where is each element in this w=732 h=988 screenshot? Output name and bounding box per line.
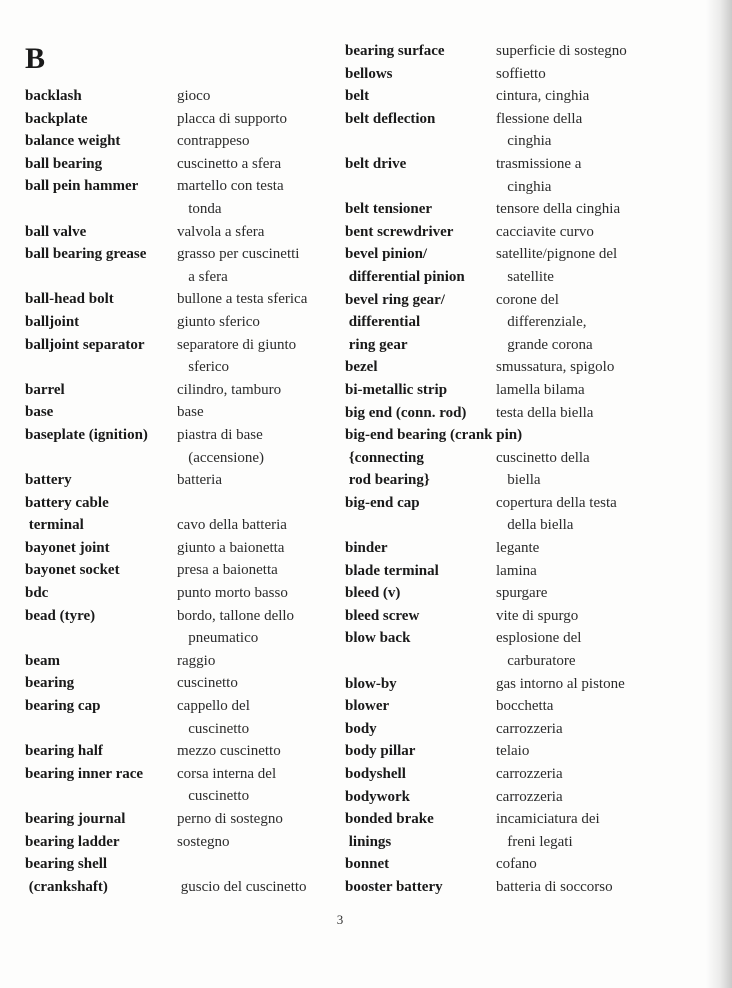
entry-term: binder (345, 540, 388, 557)
entry-translation: carrozzeria (496, 720, 563, 737)
dictionary-entry (25, 672, 330, 695)
entry-translation: cintura, cinghia (496, 88, 590, 105)
entry-translation: cuscinetto a sfera (177, 155, 282, 172)
entry-translation: incamiciatura dei (496, 811, 600, 828)
entry-translation: a sfera (177, 268, 228, 285)
entry-term: bodyshell (345, 766, 406, 782)
entry-translation: cuscinetto (177, 720, 250, 737)
dictionary-entry (25, 356, 330, 379)
entry-term: ball-head bolt (25, 291, 114, 308)
dictionary-entry (25, 718, 330, 741)
entry-translation: punto morto basso (177, 585, 288, 602)
dictionary-entry (25, 130, 330, 153)
entry-term: barrel (25, 381, 65, 398)
dictionary-entry (345, 853, 665, 876)
entry-translation: cinghia (496, 178, 552, 195)
entry-translation: copertura della testa (496, 494, 617, 511)
entry-term (25, 356, 177, 379)
entry-term: bonnet (345, 856, 390, 873)
dictionary-entry (25, 469, 330, 492)
entry-translation: tonda (177, 200, 222, 217)
dictionary-entry (25, 311, 330, 334)
dictionary-entry (25, 582, 330, 605)
entry-translation: cuscinetto della (496, 449, 590, 466)
entry-translation: lamella bilama (496, 381, 585, 398)
dictionary-entry (345, 40, 665, 63)
dictionary-entry (345, 537, 665, 560)
entry-term: ball pein hammer (25, 178, 139, 195)
entry-translation: mezzo cuscinetto (177, 743, 281, 760)
entry-term: belt drive (345, 155, 407, 172)
entry-term: bayonet joint (25, 539, 110, 556)
entry-term: belt (345, 88, 370, 105)
entry-translation: guscio del cuscinetto (177, 878, 307, 895)
entry-term: {connecting (345, 449, 424, 466)
dictionary-entry (345, 379, 665, 402)
entry-term: blade terminal (345, 562, 439, 579)
entry-term: (crankshaft) (25, 878, 108, 895)
entry-term: battery cable (25, 494, 109, 511)
dictionary-entry (345, 831, 665, 854)
dictionary-entry (25, 221, 330, 244)
entry-term (25, 627, 177, 650)
dictionary-entry (345, 424, 665, 447)
entry-term (345, 130, 496, 153)
entry-translation: carburatore (496, 653, 576, 670)
entry-term: bellows (345, 65, 393, 82)
dictionary-entry (25, 559, 330, 582)
entry-translation: legante (496, 540, 540, 557)
dictionary-entry (345, 650, 665, 673)
dictionary-entry (25, 266, 330, 289)
dictionary-entry (25, 243, 330, 266)
dictionary-entry (345, 808, 665, 831)
entry-translation: sferico (177, 359, 230, 376)
dictionary-entry (345, 492, 665, 515)
entry-translation: telaio (496, 743, 530, 760)
entry-term: ring gear (345, 336, 408, 353)
entry-translation: bordo, tallone dello (177, 607, 295, 624)
entry-term: ball bearing (25, 155, 103, 172)
dictionary-entry (25, 288, 330, 311)
entry-term: balance weight (25, 133, 121, 150)
entry-term: bevel ring gear/ (345, 291, 445, 308)
dictionary-entry (345, 221, 665, 244)
entry-translation: cilindro, tamburo (177, 381, 282, 398)
entry-translation: batteria di soccorso (496, 878, 613, 895)
entry-translation: satellite/pignone del (496, 246, 618, 263)
entry-term: booster battery (345, 878, 443, 895)
entry-translation: base (177, 404, 204, 421)
entry-term: differential pinion (345, 268, 465, 285)
entry-term: differential (345, 314, 421, 331)
entry-translation: perno di sostegno (177, 811, 283, 827)
dictionary-entry (345, 718, 665, 741)
entry-translation: valvola a sfera (177, 223, 265, 240)
dictionary-entry (345, 266, 665, 289)
dictionary-entry (345, 334, 665, 357)
entry-translation: batteria (177, 472, 222, 489)
dictionary-entry (25, 514, 330, 537)
dictionary-entry (25, 379, 330, 402)
entry-term: balljoint separator (25, 336, 145, 353)
dictionary-entry (345, 740, 665, 763)
entry-translation: sostegno (177, 833, 230, 850)
entry-term (345, 176, 496, 199)
section-letter: B (25, 42, 46, 75)
entry-term: belt deflection (345, 110, 436, 127)
dictionary-entry (345, 176, 665, 199)
dictionary-entry (25, 808, 330, 831)
dictionary-entry (345, 63, 665, 86)
dictionary-entry (345, 627, 665, 650)
entry-translation: cuscinetto (177, 788, 250, 805)
entry-term: big-end bearing (crank pin) (345, 427, 523, 444)
entry-term (345, 650, 496, 673)
dictionary-entry (345, 786, 665, 809)
entry-term: linings (345, 833, 392, 850)
entry-term: bead (tyre) (25, 607, 96, 624)
dictionary-entry (25, 650, 330, 673)
dictionary-entry (345, 514, 665, 537)
dictionary-entry (25, 537, 330, 560)
dictionary-entry (25, 785, 330, 808)
entry-term (25, 718, 177, 741)
dictionary-entry (345, 243, 665, 266)
entry-translation: corsa interna del (177, 765, 277, 782)
entry-term: terminal (25, 517, 84, 534)
dictionary-entry (345, 763, 665, 786)
entry-translation: vite di spurgo (496, 607, 579, 624)
entry-translation: contrappeso (177, 133, 250, 150)
entry-translation: smussatura, spigolo (496, 359, 615, 376)
entry-term: blow-by (345, 675, 397, 692)
entry-term: bent screwdriver (345, 223, 454, 240)
entry-translation: (accensione) (177, 449, 265, 466)
dictionary-entry (345, 85, 665, 108)
dictionary-entry (25, 334, 330, 357)
dictionary-entry (345, 108, 665, 131)
entry-term: blow back (345, 630, 411, 647)
dictionary-entry (345, 289, 665, 312)
entry-term: bonded brake (345, 811, 434, 828)
entry-translation: piastra di base (177, 426, 263, 443)
dictionary-entry (345, 402, 665, 425)
entry-translation: cacciavite curvo (496, 223, 594, 240)
entry-term: bleed (v) (345, 585, 401, 602)
entry-term: bearing half (25, 743, 103, 760)
entry-term: blower (345, 698, 390, 715)
dictionary-entry (345, 560, 665, 583)
entry-translation: della biella (496, 517, 574, 534)
entry-translation: esplosione del (496, 630, 582, 647)
dictionary-entry (25, 605, 330, 628)
entry-term: ball bearing grease (25, 246, 147, 263)
entry-translation: lamina (496, 562, 537, 579)
left-column (25, 85, 330, 898)
dictionary-entry (345, 469, 665, 492)
dictionary-entry (25, 153, 330, 176)
entry-translation: raggio (177, 652, 216, 669)
entry-translation: pneumatico (177, 630, 259, 647)
dictionary-entry (345, 876, 665, 899)
dictionary-entry (25, 763, 330, 786)
dictionary-entry (25, 447, 330, 470)
entry-translation: cuscinetto (177, 675, 238, 692)
entry-translation: cofano (496, 856, 537, 873)
dictionary-entry (25, 401, 330, 424)
dictionary-entry (345, 582, 665, 605)
entry-translation: cinghia (496, 133, 552, 150)
dictionary-entry (345, 356, 665, 379)
entry-translation: cappello del (177, 698, 250, 715)
dictionary-entry (25, 853, 330, 876)
entry-translation: biella (496, 472, 541, 489)
entry-term: backlash (25, 88, 82, 104)
dictionary-entry (25, 876, 330, 899)
dictionary-entry (25, 85, 330, 108)
entry-term: bearing inner race (25, 765, 144, 782)
entry-translation: carrozzeria (496, 766, 563, 782)
entry-translation: trasmissione a (496, 155, 582, 172)
dictionary-entry (25, 108, 330, 131)
entry-term: bevel pinion/ (345, 246, 428, 263)
entry-term: baseplate (ignition) (25, 426, 148, 443)
dictionary-entry (345, 695, 665, 718)
dictionary-entry (25, 695, 330, 718)
entry-term: battery (25, 472, 72, 489)
dictionary-entry (345, 447, 665, 470)
entry-translation: freni legati (496, 833, 573, 850)
dictionary-entry (25, 627, 330, 650)
entry-term: base (25, 404, 54, 421)
entry-term (25, 785, 177, 808)
entry-translation: grande corona (496, 336, 593, 353)
entry-translation: carrozzeria (496, 788, 563, 805)
entry-term: body pillar (345, 743, 416, 760)
entry-translation: testa della biella (496, 404, 594, 421)
entry-translation: gioco (177, 88, 211, 104)
entry-term: belt tensioner (345, 201, 433, 218)
entry-translation: gas intorno al pistone (496, 675, 625, 692)
entry-term: backplate (25, 110, 88, 127)
entry-translation: placca di supporto (177, 110, 287, 127)
entry-term: bearing (25, 675, 75, 692)
entry-translation: tensore della cinghia (496, 201, 621, 218)
entry-translation: cavo della batteria (177, 517, 287, 534)
dictionary-entry (25, 492, 330, 515)
entry-term: beam (25, 652, 60, 669)
entry-translation: giunto a baionetta (177, 539, 285, 556)
entry-translation: satellite (496, 268, 554, 285)
entry-term (25, 266, 177, 289)
entry-term: big-end cap (345, 494, 420, 511)
entry-translation: superficie di sostegno (496, 43, 627, 59)
dictionary-entry (25, 424, 330, 447)
dictionary-entry (25, 740, 330, 763)
dictionary-entry (25, 175, 330, 198)
entry-term: big end (conn. rod) (345, 404, 467, 421)
entry-term: bleed screw (345, 607, 420, 624)
entry-term: bi-metallic strip (345, 381, 448, 398)
dictionary-entry (25, 198, 330, 221)
page-number: 3 (336, 912, 344, 927)
entry-translation: presa a baionetta (177, 562, 278, 579)
entry-translation: corone del (496, 291, 559, 308)
entry-translation: separatore di giunto (177, 336, 297, 353)
entry-translation: spurgare (496, 585, 548, 602)
entry-term (25, 198, 177, 221)
entry-term: rod bearing} (345, 472, 430, 489)
entry-term: ball valve (25, 223, 87, 240)
entry-translation: bullone a testa sferica (177, 291, 308, 308)
right-column (345, 40, 665, 899)
entry-term: bearing cap (25, 698, 101, 715)
entry-term (25, 447, 177, 470)
entry-term: bearing journal (25, 811, 126, 827)
entry-term: balljoint (25, 313, 80, 330)
entry-term: bearing surface (345, 43, 445, 59)
dictionary-entry (345, 130, 665, 153)
entry-term: bezel (345, 359, 378, 376)
page-edge-shadow (706, 0, 732, 988)
entry-term: bodywork (345, 788, 411, 805)
entry-translation: differenziale, (496, 314, 587, 331)
entry-term: bdc (25, 585, 49, 602)
entry-translation: grasso per cuscinetti (177, 246, 300, 263)
dictionary-entry (345, 198, 665, 221)
entry-translation: bocchetta (496, 698, 554, 715)
dictionary-entry (345, 311, 665, 334)
entry-translation: soffietto (496, 65, 546, 82)
dictionary-entry (345, 673, 665, 696)
entry-term: body (345, 720, 377, 737)
entry-translation: martello con testa (177, 178, 284, 195)
entry-term: bearing ladder (25, 833, 120, 850)
entry-translation: giunto sferico (177, 313, 260, 330)
dictionary-entry (345, 153, 665, 176)
entry-translation: flessione della (496, 110, 583, 127)
entry-term: bearing shell (25, 856, 108, 873)
dictionary-entry (345, 605, 665, 628)
dictionary-entry (25, 831, 330, 854)
entry-term (345, 514, 496, 537)
entry-term: bayonet socket (25, 562, 120, 579)
